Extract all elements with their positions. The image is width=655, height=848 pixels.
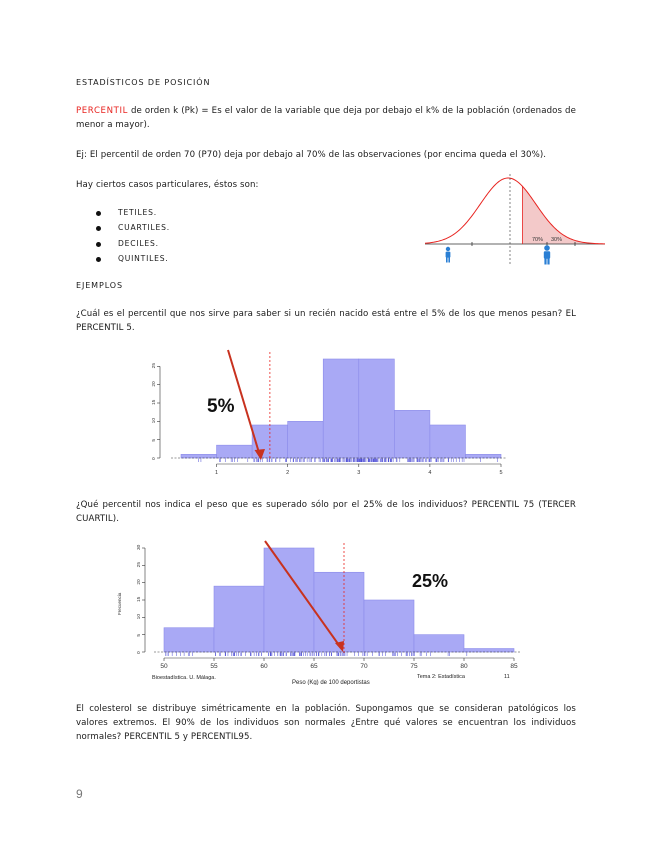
h1-y-tick-label: 25 bbox=[152, 362, 157, 369]
h1-bar bbox=[430, 425, 466, 458]
list-item: QUINTILES. bbox=[86, 254, 170, 269]
h2-y-tick-label: 30 bbox=[137, 544, 142, 550]
label-30: 30% bbox=[551, 237, 563, 243]
cases-intro: Hay ciertos casos particulares, éstos son: bbox=[76, 180, 259, 190]
question-1: ¿Cuál es el percentil que nos sirve para saber si un recién nacido está entre el 5% de los que menos pesan? EL PERCENTIL 5. bbox=[76, 309, 576, 333]
normal-curve bbox=[425, 178, 605, 244]
h2-x-tick-label: 70 bbox=[360, 663, 368, 670]
h2-bar bbox=[364, 600, 414, 652]
h2-x-tick-label: 75 bbox=[410, 663, 418, 670]
h1-bar bbox=[217, 445, 253, 458]
example-text: Ej: El percentil de orden 70 (P70) deja por debajo al 70% de las observaciones (por encima queda el 30%). bbox=[76, 150, 547, 160]
h1-bar bbox=[465, 454, 501, 458]
list-item: CUARTILES. bbox=[86, 223, 170, 238]
h1-bar bbox=[181, 454, 217, 458]
bullet-icon bbox=[96, 211, 101, 216]
bullet-icon bbox=[96, 226, 101, 231]
h1-annotation: 5% bbox=[207, 396, 235, 417]
closing-paragraph: El colesterol se distribuye simétricamente en la población. Supongamos que se consideran patológicos los valores extremos. El 90% de los individuos son normales ¿Entre qué valores se encuentran los individuos normales? PERCENTIL 5 y PERCENTIL95. bbox=[76, 704, 576, 742]
h2-bar bbox=[414, 635, 464, 652]
h1-bar bbox=[323, 359, 359, 458]
h1-y-tick-label: 0 bbox=[152, 457, 157, 460]
examples-heading: EJEMPLOS bbox=[76, 281, 123, 290]
list-item: TETILES. bbox=[86, 208, 170, 223]
h2-bar bbox=[464, 649, 514, 652]
person-icon-right bbox=[544, 245, 550, 264]
h2-y-tick-label: 15 bbox=[137, 596, 142, 602]
h1-y-tick-label: 10 bbox=[152, 417, 157, 424]
h2-x-tick-label: 60 bbox=[260, 663, 268, 670]
h2-y-tick-label: 20 bbox=[137, 579, 142, 585]
section-title: ESTADÍSTICOS DE POSICIÓN bbox=[76, 78, 211, 87]
h2-footer-left: Bioestadística. U. Málaga. bbox=[152, 675, 216, 681]
bullet-icon bbox=[96, 257, 101, 262]
h2-bar bbox=[214, 586, 264, 652]
h1-x-tick-label: 2 bbox=[286, 470, 290, 476]
h1-bar bbox=[359, 359, 395, 458]
h1-y-tick-label: 5 bbox=[152, 438, 157, 442]
h2-x-tick-label: 50 bbox=[160, 663, 168, 670]
h2-xlabel: Peso (Kg) de 100 deportistas bbox=[292, 680, 370, 685]
h2-bar bbox=[164, 628, 214, 652]
h2-x-tick-label: 55 bbox=[210, 663, 218, 670]
person-icon-left bbox=[446, 247, 451, 263]
h2-x-tick-label: 80 bbox=[460, 663, 468, 670]
h2-annotation: 25% bbox=[412, 571, 449, 591]
h2-x-tick-label: 65 bbox=[310, 663, 318, 670]
list-item: DECILES. bbox=[86, 239, 170, 254]
h2-footer-right: Tema 2: Estadística bbox=[417, 674, 465, 680]
h2-y-tick-label: 5 bbox=[137, 633, 142, 637]
h1-x-tick-label: 5 bbox=[499, 470, 503, 476]
h2-bar bbox=[314, 572, 364, 652]
percentil-definition-text: de orden k (Pk) = Es el valor de la variable que deja por debajo el k% de la población (ordenados de menor a mayor). bbox=[76, 106, 576, 130]
histogram-1 bbox=[140, 346, 512, 480]
h1-x-tick-label: 4 bbox=[428, 470, 432, 476]
label-70: 70% bbox=[532, 237, 544, 243]
h1-x-tick-label: 3 bbox=[357, 470, 361, 476]
h2-ylabel: Frecuencia bbox=[117, 592, 122, 615]
percentil-term: PERCENTIL bbox=[76, 106, 128, 116]
h1-rug bbox=[198, 459, 497, 463]
h2-y-tick-label: 0 bbox=[137, 651, 142, 654]
h2-bars bbox=[154, 548, 520, 652]
h2-y-tick-label: 10 bbox=[137, 613, 142, 620]
h2-y-tick-label: 25 bbox=[137, 561, 142, 568]
h2-x-tick-label: 85 bbox=[510, 663, 518, 670]
h1-bar bbox=[394, 410, 430, 458]
cases-list bbox=[86, 208, 170, 269]
percentile-definition bbox=[76, 104, 576, 132]
page-number: 9 bbox=[76, 787, 83, 801]
h1-bar bbox=[288, 421, 324, 458]
bullet-icon bbox=[96, 242, 101, 247]
h2-rug bbox=[165, 653, 466, 657]
question-2: ¿Qué percentil nos indica el peso que es superado sólo por el 25% de los individuos? PERCENTIL 75 (TERCER CUARTIL). bbox=[76, 500, 576, 524]
h2-footer-num: 11 bbox=[504, 674, 510, 680]
normal-curve-figure bbox=[425, 172, 605, 267]
h1-y-tick-label: 15 bbox=[152, 399, 157, 405]
histogram-2 bbox=[112, 535, 532, 685]
h1-y-tick-label: 20 bbox=[152, 381, 157, 387]
h1-x-tick-label: 1 bbox=[215, 470, 219, 476]
